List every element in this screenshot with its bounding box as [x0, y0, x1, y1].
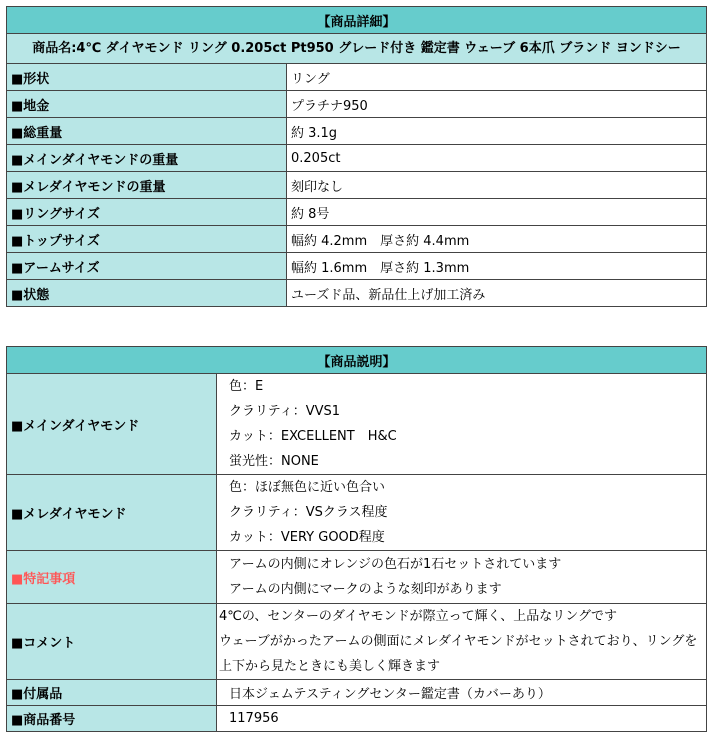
detail-value-main-diamond-weight: 0.205ct — [287, 145, 707, 172]
detail-row — [7, 280, 707, 307]
detail-label-metal: ■地金 — [7, 91, 287, 118]
detail-value-melee-weight: 刻印なし — [287, 172, 707, 199]
detail-value-ring-size: 約 8号 — [287, 199, 707, 226]
detail-value-arm-size: 幅約 1.6mm 厚さ約 1.3mm — [287, 253, 707, 280]
comment-label: ■コメント — [7, 604, 217, 680]
special-note-line: アームの内側にオレンジの色石が1石セットされています — [229, 557, 562, 572]
detail-label-top-size: ■トップサイズ — [7, 226, 287, 253]
melee-diamond-details — [217, 475, 707, 551]
accessories-label: ■付属品 — [7, 680, 217, 706]
comment-text: 4℃の、センターのダイヤモンドが際立って輝く、上品なリングです ウェーブがかったアームの側面にメレダイヤモンドがセットされており、リングを上下から見たときにも美しく輝きます — [217, 604, 707, 680]
detail-label-main-diamond-weight: ■メインダイヤモンドの重量 — [7, 145, 287, 172]
main-diamond-clarity: クラリティ：VVS1 — [229, 404, 341, 419]
detail-row — [7, 64, 707, 91]
special-notes-label: ■特記事項 — [7, 551, 217, 604]
detail-value-shape: リング — [287, 64, 707, 91]
main-diamond-cut: カット：EXCELLENT H&C — [229, 429, 397, 444]
accessories-value: 日本ジェムテスティングセンター鑑定書（カバーあり） — [217, 680, 707, 706]
main-diamond-fluorescence: 蛍光性：NONE — [229, 454, 319, 469]
detail-label-weight: ■総重量 — [7, 118, 287, 145]
detail-row — [7, 226, 707, 253]
detail-row — [7, 199, 707, 226]
melee-diamond-label: ■メレダイヤモンド — [7, 475, 217, 551]
detail-row — [7, 145, 707, 172]
details-table — [6, 6, 707, 307]
melee-diamond-color: 色：ほぼ無色に近い色合い — [229, 480, 386, 495]
main-diamond-details — [217, 374, 707, 475]
detail-row — [7, 253, 707, 280]
detail-value-condition: ユーズド品、新品仕上げ加工済み — [287, 280, 707, 307]
detail-value-top-size: 幅約 4.2mm 厚さ約 4.4mm — [287, 226, 707, 253]
melee-diamond-clarity: クラリティ：VSクラス程度 — [229, 505, 388, 520]
detail-value-weight: 約 3.1g — [287, 118, 707, 145]
detail-label-shape: ■形状 — [7, 64, 287, 91]
description-table — [6, 346, 707, 732]
detail-label-condition: ■状態 — [7, 280, 287, 307]
details-header: 【商品詳細】 — [7, 7, 707, 34]
detail-row — [7, 91, 707, 118]
melee-diamond-cut: カット：VERY GOOD程度 — [229, 530, 385, 545]
item-number-label: ■商品番号 — [7, 706, 217, 732]
detail-value-metal: プラチナ950 — [287, 91, 707, 118]
detail-row — [7, 172, 707, 199]
description-header: 【商品説明】 — [7, 347, 707, 374]
detail-label-ring-size: ■リングサイズ — [7, 199, 287, 226]
main-diamond-label: ■メインダイヤモンド — [7, 374, 217, 475]
detail-label-melee-weight: ■メレダイヤモンドの重量 — [7, 172, 287, 199]
detail-label-arm-size: ■アームサイズ — [7, 253, 287, 280]
special-notes-details — [217, 551, 707, 604]
product-title: 商品名:4℃ ダイヤモンド リング 0.205ct Pt950 グレード付き 鑑定書 ウェーブ 6本爪 ブランド ヨンドシー — [7, 34, 707, 64]
main-diamond-color: 色：E — [229, 379, 264, 394]
special-note-line: アームの内側にマークのような刻印があります — [229, 582, 502, 597]
item-number-value: 117956 — [217, 706, 707, 732]
detail-row — [7, 118, 707, 145]
